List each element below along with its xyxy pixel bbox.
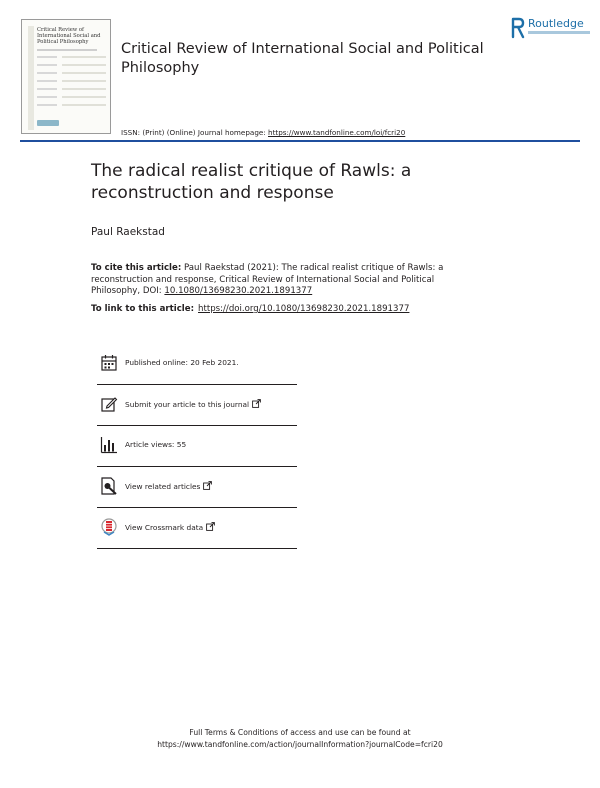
header-divider (20, 140, 580, 142)
article-views-row (97, 426, 297, 467)
article-link-label: To link to this article: (91, 304, 195, 314)
crossmark-icon (100, 518, 118, 536)
external-link-icon (206, 522, 215, 531)
submit-article-text (125, 399, 261, 409)
cover-contents-line (37, 72, 57, 74)
article-views-text: Article views: 55 (125, 440, 187, 449)
issn-line (121, 128, 405, 137)
cover-publisher-logo (37, 120, 59, 126)
external-link-icon (252, 399, 261, 408)
cover-contents-line (37, 56, 57, 58)
crossmark-row[interactable] (97, 508, 297, 549)
calendar-icon (100, 354, 118, 372)
publisher-tagline-bar (528, 31, 590, 34)
cover-contents-line (62, 80, 106, 82)
footer-terms-text: Full Terms & Conditions of access and use can be found at (189, 728, 411, 737)
journal-cover-thumbnail (21, 19, 111, 134)
cover-issue-line (37, 49, 97, 51)
related-articles-row[interactable] (97, 467, 297, 508)
cover-contents-line (62, 72, 106, 74)
citation-text: Paul Raekstad (2021): The radical realist critique of Rawls: a reconstruction and response, Critical Review of International Social and Political Philosophy, DOI: (91, 263, 444, 296)
cover-contents-line (62, 88, 106, 90)
cover-contents-line (62, 96, 106, 98)
routledge-r-icon (511, 17, 525, 39)
submit-article-label: Submit your article to this journal (125, 400, 250, 409)
article-doi-link[interactable]: https://doi.org/10.1080/13698230.2021.1891377 (198, 304, 410, 314)
citation-doi-link[interactable]: 10.1080/13698230.2021.1891377 (164, 286, 313, 296)
cover-contents-line (62, 56, 106, 58)
bar-chart-icon (100, 436, 118, 454)
journal-title: Critical Review of International Social and Political Philosophy (121, 41, 484, 76)
article-title: The radical realist critique of Rawls: a reconstruction and response (91, 161, 412, 203)
cover-spine (28, 26, 34, 130)
external-link-icon (203, 481, 212, 490)
footer (0, 727, 600, 751)
footer-terms-link[interactable]: https://www.tandfonline.com/action/journalInformation?journalCode=fcri20 (157, 740, 443, 749)
cover-contents-line (37, 64, 57, 66)
issn-text: ISSN: (Print) (Online) Journal homepage: (121, 128, 269, 137)
cover-contents-line (37, 96, 57, 98)
author-name: Paul Raekstad (91, 226, 165, 238)
citation-block (91, 263, 481, 298)
edit-icon (100, 395, 118, 413)
journal-homepage-link[interactable]: https://www.tandfonline.com/loi/fcri20 (268, 128, 406, 137)
cover-contents-line (62, 64, 106, 66)
related-articles-label: View related articles (125, 482, 201, 491)
citation-label: To cite this article: (91, 263, 182, 273)
published-online-row (97, 344, 297, 385)
routledge-logo (511, 17, 591, 41)
article-link-block (91, 304, 409, 314)
cover-title: Critical Review of International Social and Political Philosophy (37, 27, 101, 45)
cover-contents-line (37, 104, 57, 106)
submit-article-row[interactable] (97, 385, 297, 426)
publisher-name: Routledge (528, 17, 584, 30)
cover-contents-line (62, 104, 106, 106)
cover-contents-line (37, 88, 57, 90)
cover-contents-line (37, 80, 57, 82)
crossmark-text (125, 522, 215, 532)
related-articles-text (125, 481, 212, 491)
published-online-text: Published online: 20 Feb 2021. (125, 358, 239, 367)
crossmark-label: View Crossmark data (125, 523, 204, 532)
search-document-icon (100, 477, 118, 495)
